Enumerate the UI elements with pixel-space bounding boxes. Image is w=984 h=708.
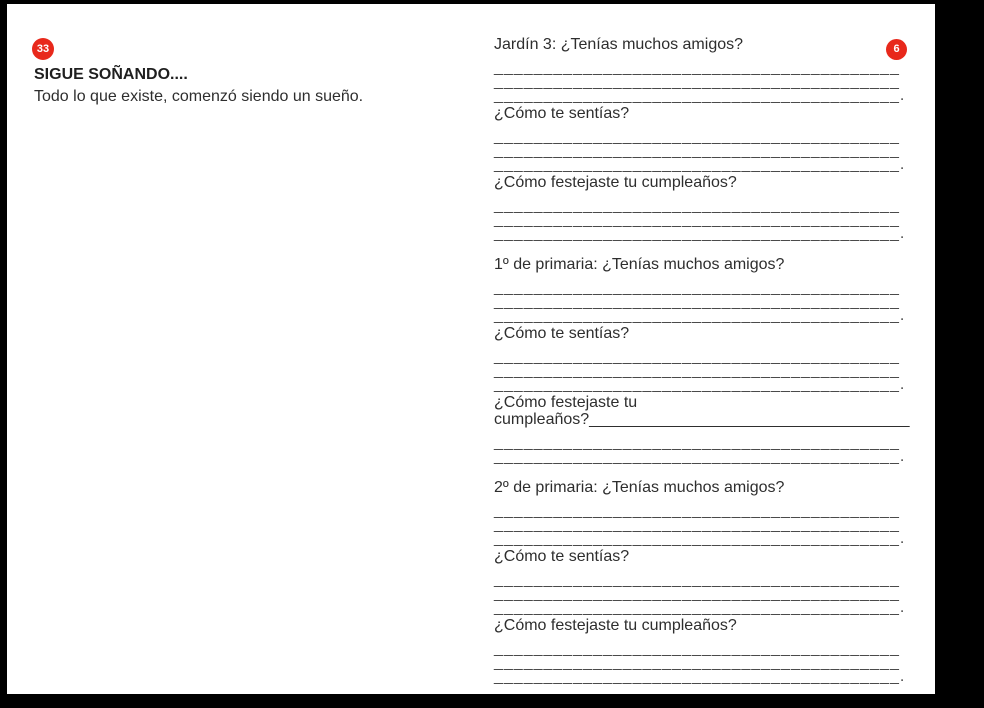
activity-title: SIGUE SOÑANDO.... [34,66,188,83]
answer-line: _________________________________________ [494,516,900,533]
page-number-badge: 33 [32,38,54,60]
answer-line: _________________________________________ [494,293,900,310]
activity-number-badge: 6 [886,39,907,60]
page [7,4,935,694]
question-text: 1º de primaria: ¿Tenías muchos amigos? [494,256,785,273]
answer-line: _________________________________________ [494,348,900,365]
answer-line: _________________________________________ [494,362,900,379]
question-text: cumpleaños?____________________________________ [494,411,910,428]
answer-line: _________________________________________ [494,142,900,159]
answer-line: _________________________________________ [494,128,900,145]
answer-line: _________________________________________ [494,59,900,76]
answer-line: _________________________________________. [494,448,906,465]
questions-column [494,34,920,684]
answer-line: _________________________________________. [494,599,906,616]
question-text: ¿Cómo festejaste tu [494,394,638,411]
answer-line: _________________________________________. [494,307,906,324]
answer-line: _________________________________________ [494,197,900,214]
answer-line: _________________________________________ [494,73,900,90]
answer-line: _________________________________________ [494,585,900,602]
answer-line: _________________________________________ [494,640,900,657]
question-text: ¿Cómo festejaste tu cumpleaños? [494,617,737,634]
question-text: ¿Cómo festejaste tu cumpleaños? [494,174,737,191]
answer-line: _________________________________________. [494,225,906,242]
answer-line: _________________________________________. [494,376,906,393]
answer-line: _________________________________________. [494,87,906,104]
activity-subtitle: Todo lo que existe, comenzó siendo un sueño. [34,88,364,105]
question-text: ¿Cómo te sentías? [494,548,630,565]
answer-line: _________________________________________ [494,211,900,228]
answer-line: _________________________________________ [494,502,900,519]
question-text: ¿Cómo te sentías? [494,105,630,122]
answer-line: _________________________________________. [494,668,906,685]
answer-line: _________________________________________ [494,654,900,671]
question-text: Jardín 3: ¿Tenías muchos amigos? [494,36,744,53]
answer-line: _________________________________________. [494,530,906,547]
answer-line: _________________________________________ [494,434,900,451]
answer-line: _________________________________________. [494,156,906,173]
answer-line: _________________________________________ [494,279,900,296]
answer-line: _________________________________________ [494,571,900,588]
question-text: 2º de primaria: ¿Tenías muchos amigos? [494,479,785,496]
question-text: ¿Cómo te sentías? [494,325,630,342]
